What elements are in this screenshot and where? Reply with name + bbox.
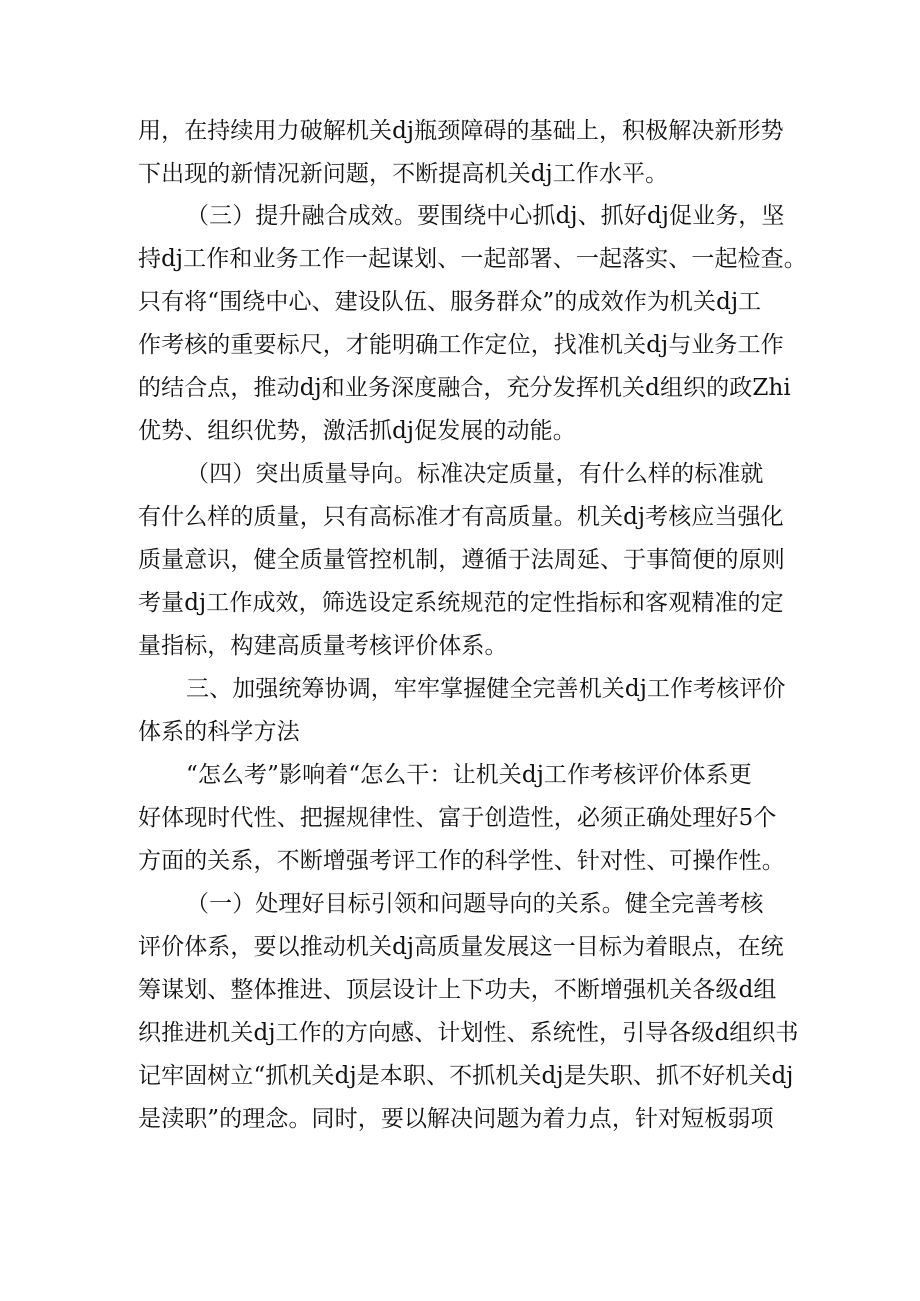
text-line-21: 筹谋划、整体推进、顶层设计上下功夫，不断增强机关各级d组 [138, 977, 777, 1003]
text-line-15: 体系的科学方法 [138, 719, 300, 745]
text-line-6: 作考核的重要标尺，才能明确工作定位，找准机关dj与业务工作 [138, 332, 784, 358]
text-line-4: 持dj工作和业务工作一起谋划、一起部署、一起落实、一起检查。 [138, 246, 807, 272]
text-line-8: 优势、组织优势，激活抓dj促发展的动能。 [138, 418, 576, 444]
text-line-2: 下出现的新情况新问题，不断提高机关dj工作水平。 [138, 161, 669, 187]
text-line-22: 织推进机关dj工作的方向感、计划性、系统性，引导各级d组织书 [138, 1020, 799, 1046]
text-line-7: 的结合点，推动dj和业务深度融合，充分发挥机关d组织的政Zhi [138, 375, 791, 401]
text-line-11: 质量意识，健全质量管控机制，遵循于法周延、于事简便的原则 [138, 547, 785, 573]
text-line-16: “怎么考”影响着“怎么干：让机关dj工作考核评价体系更 [186, 762, 752, 788]
text-line-24: 是渎职”的理念。同时，要以解决问题为着力点，针对短板弱项 [138, 1106, 774, 1132]
text-line-20: 评价体系，要以推动机关dj高质量发展这一目标为着眼点，在统 [138, 934, 784, 960]
text-line-10: 有什么样的质量，只有高标准才有高质量。机关dj考核应当强化 [138, 504, 784, 530]
text-line-23: 记牢固树立“抓机关dj是本职、不抓机关dj是失职、抓不好机关dj [138, 1063, 794, 1089]
text-line-3: （三）提升融合成效。要围绕中心抓dj、抓好dj促业务，坚 [186, 203, 785, 229]
text-line-18: 方面的关系，不断增强考评工作的科学性、针对性、可操作性。 [138, 848, 785, 874]
text-line-13: 量指标，构建高质量考核评价体系。 [138, 633, 508, 659]
text-line-1: 用，在持续用力破解机关dj瓶颈障碍的基础上，积极解决新形势 [138, 118, 784, 144]
text-line-17: 好体现时代性、把握规律性、富于创造性，必须正确处理好5个 [138, 805, 777, 831]
text-line-19: （一）处理好目标引领和问题导向的关系。健全完善考核 [186, 891, 764, 917]
text-line-9: （四）突出质量导向。标准决定质量，有什么样的标准就 [186, 461, 764, 487]
text-line-5: 只有将“围绕中心、建设队伍、服务群众”的成效作为机关dj工 [138, 289, 762, 315]
text-line-12: 考量dj工作成效，筛选设定系统规范的定性指标和客观精准的定 [138, 590, 784, 616]
text-line-14: 三、加强统筹协调，牢牢掌握健全完善机关dj工作考核评价 [186, 676, 786, 702]
